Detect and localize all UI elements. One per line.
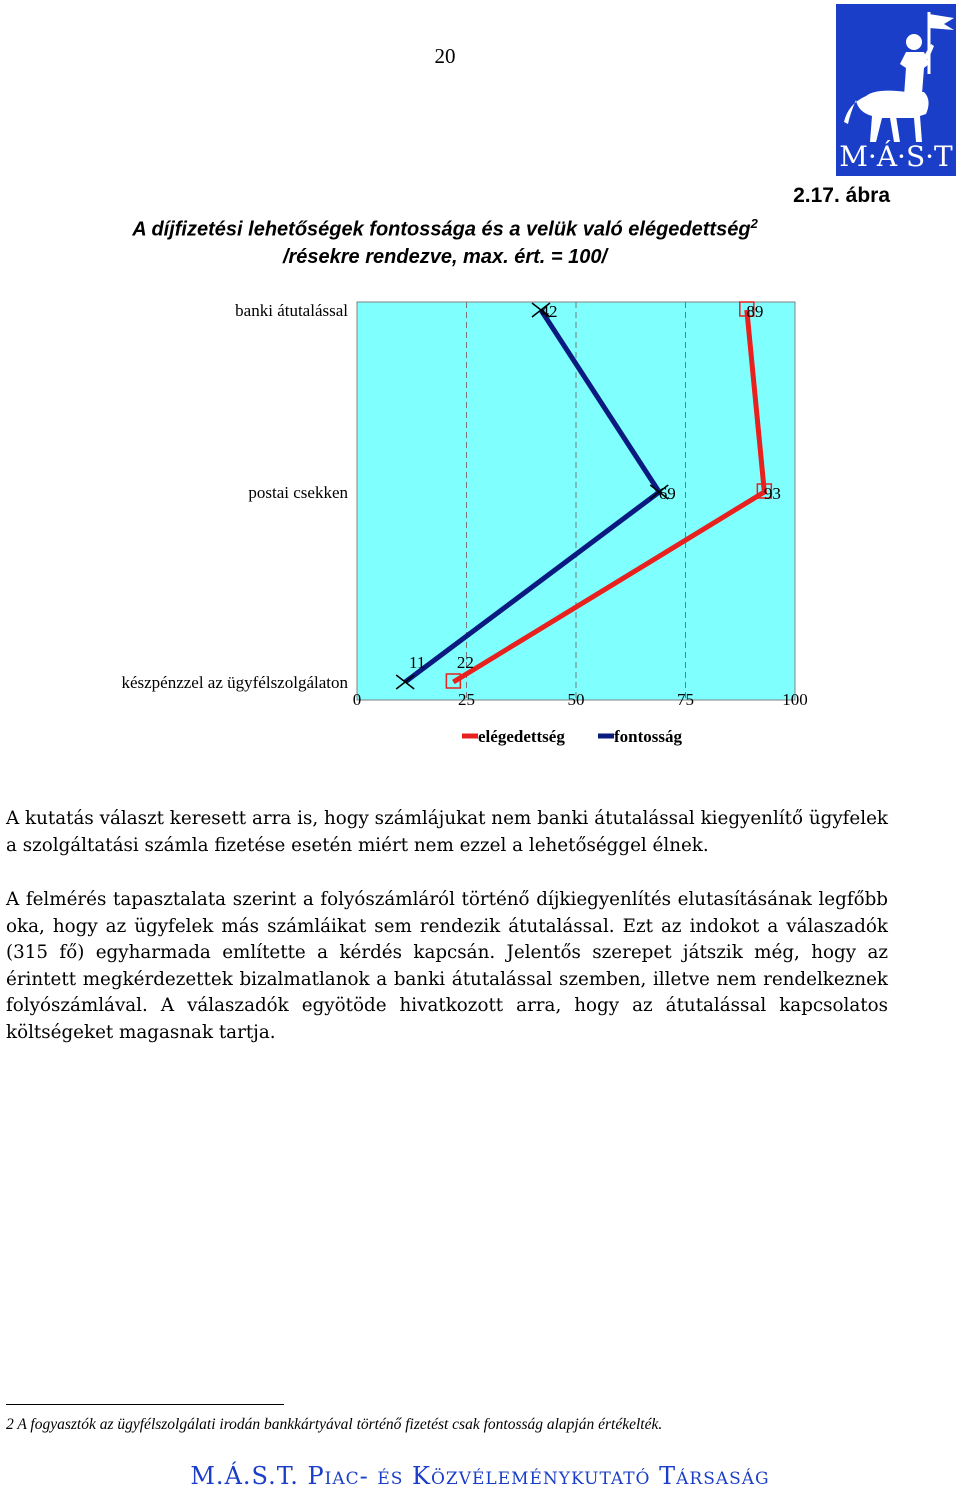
- logo-text: M·Á·S·T: [839, 140, 953, 173]
- footer-company: M.Á.S.T. Piac- és Közvéleménykutató Társaság: [190, 1462, 770, 1490]
- legend-label: fontosság: [614, 727, 683, 746]
- figure-title-line1: A díjfizetési lehetőségek fontossága és a velük való elégedettség: [132, 218, 751, 241]
- legend: [462, 727, 683, 746]
- category-label: banki átutalással: [235, 301, 348, 320]
- footnote-divider: [6, 1404, 284, 1405]
- x-tick-label: 25: [458, 690, 475, 709]
- legend-label: elégedettség: [478, 727, 565, 746]
- page-number: 20: [434, 44, 456, 68]
- data-label: 69: [658, 484, 676, 503]
- x-tick-label: 75: [677, 690, 694, 709]
- figure-title-line2: /résekre rendezve, max. ért. = 100/: [282, 245, 608, 268]
- footnote: 2 A fogyasztók az ügyfélszolgálati irodán bankkártyával történő fizetést csak fontosság alapján értékelték.: [6, 1416, 663, 1433]
- data-label: 89: [746, 302, 764, 321]
- category-label: postai csekken: [248, 483, 348, 502]
- x-tick-label: 0: [352, 690, 362, 709]
- paragraph-2: A felmérés tapasztalata szerint a folyószámláról történő díjkiegyenlítés elutasításának legfőbb oka, hogy az ügyfelek más számláikat sem rendezik átutalással. Ezt az indokot a válaszadók (315 fő) egyharmada említette a kérdés kapcsán. Jelentős szerepet játszik még, hogy az érintett megkérdezettek bizalmatlanok a banki átutalással szemben, illetve nem rendelkeznek folyószámlával. A válaszadók egyötöde hivatkozott arra, hogy az átutalással kapcsolatos költségeket magasnak tartja.: [6, 889, 888, 1043]
- category-labels: [121, 301, 348, 692]
- data-label: 22: [456, 653, 474, 672]
- category-label: készpénzzel az ügyfélszolgálaton: [121, 673, 348, 692]
- footnote-ref[interactable]: 2: [750, 216, 758, 231]
- x-tick-label: 50: [567, 690, 585, 709]
- x-tick-label: 100: [782, 690, 808, 709]
- mast-logo: [836, 4, 956, 176]
- data-label: 42: [540, 302, 558, 321]
- data-label: 93: [763, 484, 781, 503]
- paragraph-1: A kutatás választ keresett arra is, hogy számlájukat nem banki átutalással kiegyenlítő ügyfelek a szolgáltatási számla fizetése esetén miért nem ezzel a lehetőséggel élnek.: [6, 808, 888, 856]
- data-label: 11: [408, 653, 426, 672]
- figure-title: [80, 210, 810, 271]
- figure-label: 2.17. ábra: [793, 184, 890, 207]
- chart: [0, 280, 960, 760]
